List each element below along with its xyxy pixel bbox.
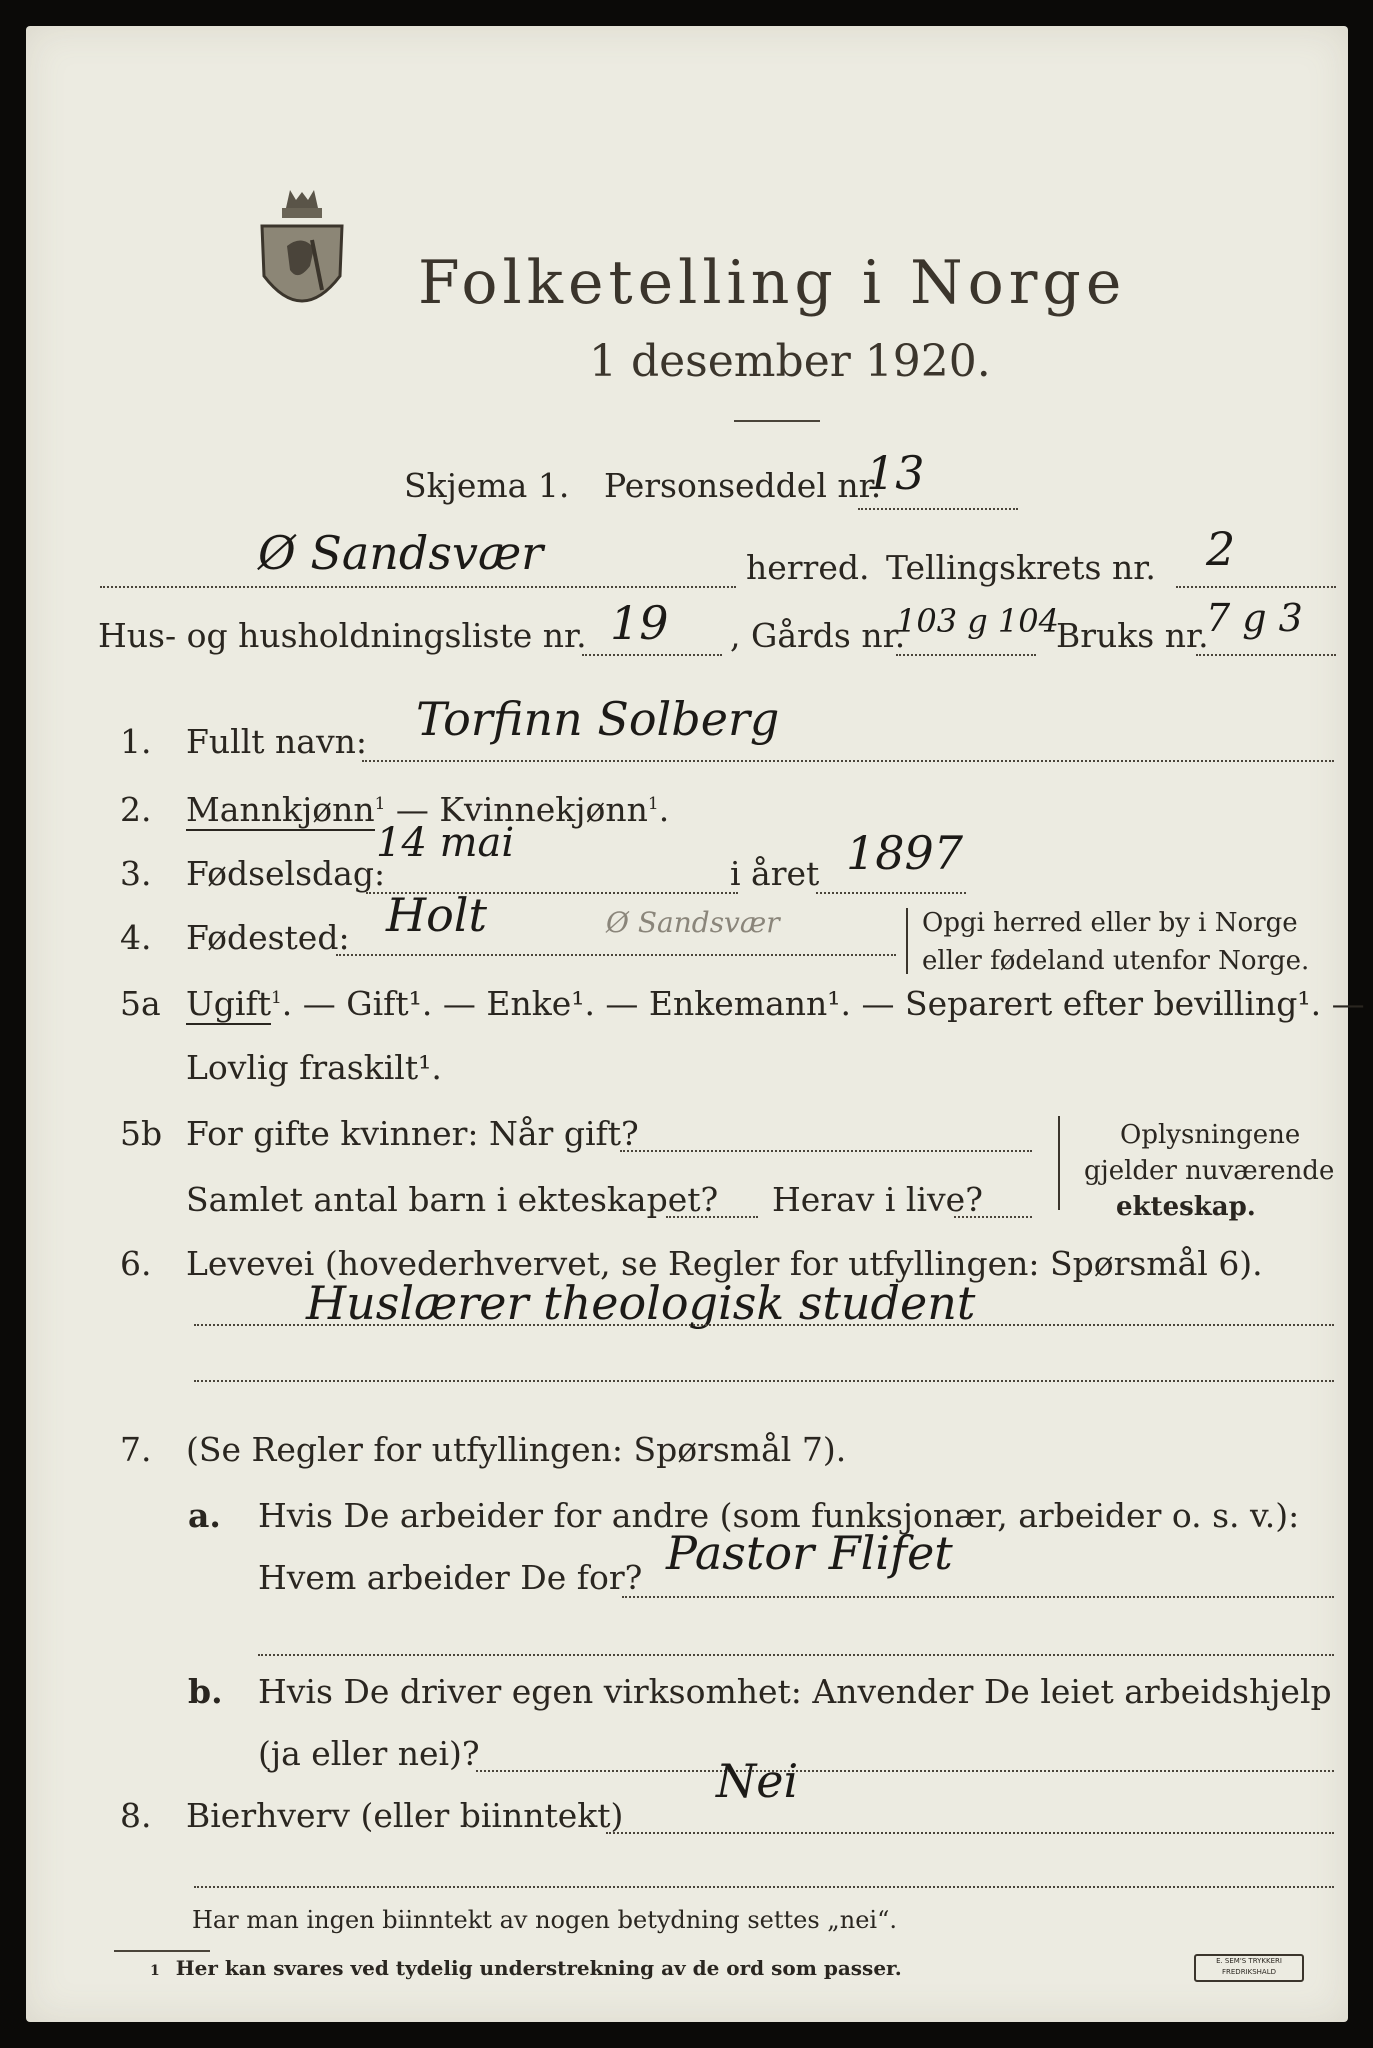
q7b-line1: Hvis De driver egen virksomhet: Anvender De leiet arbeidshjelp bbox=[258, 1672, 1332, 1711]
q7a-line2: Hvem arbeider De for? bbox=[258, 1558, 643, 1597]
q5b-number: 5b bbox=[120, 1114, 163, 1153]
form-date: 1 desember 1920. bbox=[589, 336, 991, 387]
q5b-alive-label: Herav i live? bbox=[772, 1180, 983, 1219]
q5b-children-label: Samlet antal barn i ekteskapet? bbox=[186, 1180, 719, 1219]
q7a-letter: a. bbox=[188, 1496, 221, 1535]
option-rest: . — Gift¹. — Enke¹. — Enkemann¹. — Separert efter bevilling¹. — bbox=[281, 984, 1365, 1023]
q5a-number: 5a bbox=[120, 984, 161, 1023]
year-label: i året bbox=[730, 854, 820, 893]
birthplace-extra-value: Ø Sandsvær bbox=[606, 906, 780, 939]
q8-label: Bierhverv (eller biinntekt) bbox=[186, 1796, 624, 1835]
q5a-options: Ugift$^1$. — Gift¹. — Enke¹. — Enkemann¹. — Separert efter bevilling¹. — bbox=[186, 984, 1365, 1023]
footer-note: Har man ingen biinntekt av nogen betydning settes „nei“. bbox=[192, 1906, 897, 1934]
q7b-letter: b. bbox=[188, 1672, 223, 1711]
footnote-number: 1 bbox=[150, 1963, 160, 1979]
occupation-value: Huslærer theologisk student bbox=[306, 1276, 976, 1330]
herred-value: Ø Sandsvær bbox=[258, 526, 544, 580]
q4-number: 4. bbox=[120, 918, 152, 957]
q6-label: Levevei (hovederhvervet, se Regler for utfyllingen: Spørsmål 6). bbox=[186, 1244, 1263, 1283]
option-mannkjonn: Mannkjønn bbox=[186, 790, 375, 829]
q6-number: 6. bbox=[120, 1244, 152, 1283]
q4-brace bbox=[906, 908, 914, 974]
printer-mark: E. SEM'S TRYKKERI FREDRIKSHALD bbox=[1194, 1954, 1304, 1982]
q1-label: Fullt navn: bbox=[186, 722, 367, 761]
gards-value: 103 g 104 bbox=[896, 602, 1059, 640]
footnote bbox=[150, 1956, 902, 1980]
q5b-brace bbox=[1058, 1116, 1066, 1210]
liste-label: Hus- og husholdningsliste nr. bbox=[98, 616, 587, 655]
option-kvinnekjonn: Kvinnekjønn bbox=[439, 790, 648, 829]
option-ugift: Ugift bbox=[186, 984, 271, 1023]
form-title: Folketelling i Norge bbox=[418, 248, 1127, 318]
title-divider bbox=[734, 420, 820, 422]
personseddel-label: Personseddel nr. bbox=[604, 466, 882, 505]
tellingskrets-value: 2 bbox=[1206, 522, 1236, 576]
footnote-text: Her kan svares ved tydelig understrekning av de ord som passer. bbox=[175, 1956, 902, 1980]
q7-number: 7. bbox=[120, 1430, 152, 1469]
coat-of-arms-icon bbox=[252, 186, 352, 326]
q5b-note-line1: Oplysningene bbox=[1120, 1120, 1301, 1150]
liste-value: 19 bbox=[610, 596, 669, 650]
q5b-note-line3: ekteskap. bbox=[1116, 1192, 1256, 1222]
schema-label: Skjema 1. bbox=[404, 466, 570, 505]
birthplace-value: Holt bbox=[386, 888, 488, 942]
side-income-value: Nei bbox=[716, 1754, 799, 1808]
q4-note-line2: eller fødeland utenfor Norge. bbox=[922, 946, 1310, 976]
q7-label: (Se Regler for utfyllingen: Spørsmål 7). bbox=[186, 1430, 847, 1469]
census-form bbox=[26, 26, 1365, 2022]
bruks-label: Bruks nr. bbox=[1056, 616, 1209, 655]
full-name-value: Torfinn Solberg bbox=[416, 692, 780, 746]
q1-number: 1. bbox=[120, 722, 152, 761]
tellingskrets-label: Tellingskrets nr. bbox=[886, 548, 1156, 587]
personseddel-value: 13 bbox=[866, 446, 925, 500]
q3-label: Fødselsdag: bbox=[186, 854, 386, 893]
q7b-line2: (ja eller nei)? bbox=[258, 1734, 480, 1773]
birth-year-value: 1897 bbox=[846, 826, 964, 880]
q4-note-line1: Opgi herred eller by i Norge bbox=[922, 908, 1298, 938]
q7a-line1: Hvis De arbeider for andre (som funksjonær, arbeider o. s. v.): bbox=[258, 1496, 1300, 1535]
bruks-value: 7 g 3 bbox=[1206, 596, 1303, 640]
herred-label: herred. bbox=[746, 548, 870, 587]
q4-label: Fødested: bbox=[186, 918, 350, 957]
q5b-married-label: For gifte kvinner: Når gift? bbox=[186, 1114, 639, 1153]
employer-value: Pastor Flifet bbox=[666, 1526, 953, 1580]
birth-day-value: 14 mai bbox=[376, 820, 515, 866]
q8-number: 8. bbox=[120, 1796, 152, 1835]
q3-number: 3. bbox=[120, 854, 152, 893]
q2-sex-options: Mannkjønn$^1$ — Kvinnekjønn$^1$. bbox=[186, 790, 670, 829]
gards-label: , Gårds nr. bbox=[730, 616, 906, 655]
q5a-line2: Lovlig fraskilt¹. bbox=[186, 1048, 442, 1087]
q5b-note-line2: gjelder nuværende bbox=[1084, 1156, 1335, 1186]
q2-number: 2. bbox=[120, 790, 152, 829]
